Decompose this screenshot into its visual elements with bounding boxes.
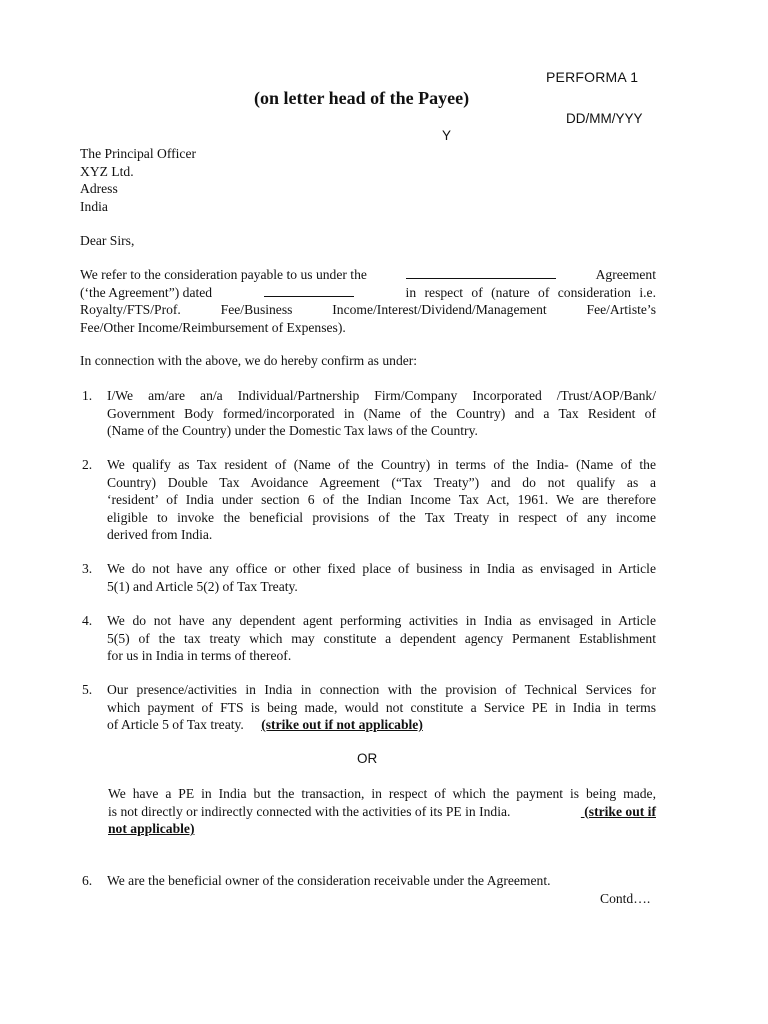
item-line: We do not have any dependent agent performing activities in India as envisaged in Article — [107, 613, 656, 628]
pe-line: is not directly or indirectly connected with the activities of its PE in India. — [108, 803, 511, 819]
item-line: for us in India in terms of thereof. — [107, 648, 292, 663]
intro-text: We refer to the consideration payable to us under the — [80, 267, 367, 282]
item-number: 5. — [82, 682, 93, 697]
item-line-text: of Article 5 of Tax treaty. — [107, 717, 244, 732]
continued-note: Contd…. — [600, 891, 651, 906]
item-line: Our presence/activities in India in connection with the provision of Technical Services for — [107, 682, 656, 697]
item-line: We qualify as Tax resident of (Name of the Country) in terms of the India- (Name of the — [107, 457, 656, 472]
date-placeholder-wrap: Y — [442, 128, 452, 143]
confirm-line: In connection with the above, we do hereby confirm as under: — [80, 353, 418, 368]
item-line: derived from India. — [107, 527, 213, 542]
intro-text: Fee/Other Income/Reimbursement of Expenses). — [80, 319, 346, 335]
intro-text: in respect of (nature of consideration i.e. — [405, 284, 656, 300]
item-number: 2. — [82, 457, 93, 472]
letterhead-note: (on letter head of the Payee) — [254, 88, 470, 108]
item-number: 6. — [82, 873, 93, 888]
item-line: eligible to invoke the beneficial provisions of the Tax Treaty in respect of any income — [107, 509, 656, 525]
item-number: 4. — [82, 613, 93, 628]
pe-line: We have a PE in India but the transaction, in respect of which the payment is being made, — [108, 786, 656, 801]
strike-note: (strike out if — [580, 803, 656, 819]
item-line: Government Body formed/incorporated in (Name of the Country) and a Tax Resident of — [107, 405, 656, 421]
intro-text: Agreement — [595, 267, 656, 282]
item-line: Country) Double Tax Avoidance Agreement (“Tax Treaty”) and do not qualify as a — [107, 474, 656, 490]
item-line: 5(5) of the tax treaty which may constitute a dependent agency Permanent Establishment — [107, 630, 656, 646]
date-blank — [264, 285, 354, 297]
pe-paragraph — [108, 785, 656, 838]
address-line: XYZ Ltd. — [80, 163, 134, 179]
item-line: I/We am/are an/a Individual/Partnership Firm/Company Incorporated /Trust/AOP/Bank/ — [107, 388, 656, 403]
address-line: The Principal Officer — [80, 146, 197, 161]
strike-note: not applicable) — [108, 821, 195, 836]
intro-paragraph — [80, 266, 656, 336]
item-number: 3. — [82, 561, 93, 576]
item-line: ‘resident’ of India under section 6 of the Indian Income Tax Act, 1961. We are therefore — [107, 492, 656, 507]
item-line — [107, 716, 656, 734]
or-separator: OR — [357, 751, 378, 766]
agreement-blank — [406, 267, 556, 279]
strike-note: (strike out if not applicable) — [261, 717, 423, 732]
item-number: 1. — [82, 388, 93, 403]
item-line: which payment of FTS is being made, would not constitute a Service PE in India in terms — [107, 699, 656, 715]
intro-text: (‘the Agreement”) dated — [80, 284, 213, 300]
salutation: Dear Sirs, — [80, 233, 135, 248]
item-line: (Name of the Country) under the Domestic Tax laws of the Country. — [107, 423, 478, 438]
item-line: We do not have any office or other fixed place of business in India as envisaged in Article — [107, 561, 656, 576]
item-line: 5(1) and Article 5(2) of Tax Treaty. — [107, 578, 298, 594]
address-block — [80, 145, 196, 215]
form-label: PERFORMA 1 — [546, 69, 639, 85]
date-placeholder: DD/MM/YYY — [566, 111, 643, 126]
address-line: Adress — [80, 181, 118, 196]
intro-text: Royalty/FTS/Prof. Fee/Business Income/Interest/Dividend/Management Fee/Artiste’s — [80, 302, 656, 317]
item-line: We are the beneficial owner of the consideration receivable under the Agreement. — [107, 873, 551, 888]
address-line: India — [80, 198, 108, 214]
